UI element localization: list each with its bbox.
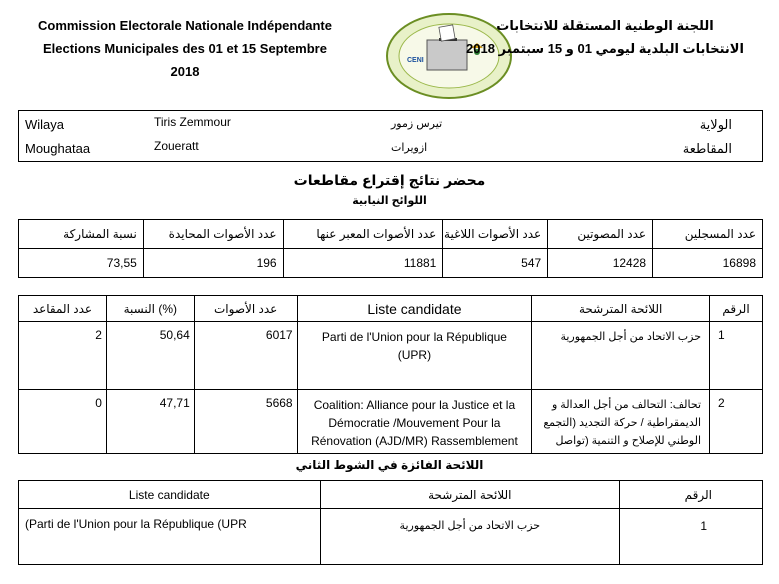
- header-ar-line1: اللجنة الوطنية المستقلة للانتخابات: [496, 18, 714, 33]
- result-list-fr: Parti de l'Union pour la République (UPR): [297, 322, 532, 390]
- moughataa-label-ar: المقاطعة: [682, 141, 732, 156]
- wilaya-label: Wilaya: [25, 117, 65, 132]
- stats-participation: 73,55: [19, 249, 144, 278]
- results-table: [18, 295, 763, 454]
- results-header-row: [19, 296, 763, 322]
- stats-header-participation: نسبة المشاركة: [19, 220, 144, 249]
- second-list-ar: حزب الاتحاد من أجل الجمهورية: [320, 509, 620, 565]
- result-seats: 0: [19, 390, 107, 454]
- results-header-rank: الرقم: [710, 296, 763, 322]
- result-list-ar: حزب الاتحاد من أجل الجمهورية: [532, 322, 710, 390]
- stats-registered: 16898: [653, 249, 763, 278]
- result-list-fr: [297, 390, 532, 454]
- wilaya-label-ar: الولاية: [699, 117, 732, 132]
- stats-voters: 12428: [548, 249, 653, 278]
- table-row: [19, 322, 763, 390]
- wilaya-value: Tiris Zemmour: [154, 115, 231, 129]
- second-round-header-row: [19, 481, 763, 509]
- moughataa-value: Zoueratt: [154, 139, 199, 153]
- result-list-fr-text: Coalition: Alliance pour la Justice et la Démocratie /Mouvement Pour la Rénovation (AJD/MR) Rassemblement: [311, 398, 518, 448]
- header-fr-line1: Commission Electorale Nationale Indépendante: [37, 18, 332, 33]
- stats-header-row: [19, 220, 763, 249]
- result-votes: 5668: [194, 390, 297, 454]
- second-header-list-fr: Liste candidate: [19, 481, 321, 509]
- result-rank: 1: [710, 322, 763, 390]
- result-list-ar-text: تحالف: التحالف من أجل العدالة و الديمقراطية / حركة التجديد (التجمع الوطني للإصلاح و التنمية (تواصل: [543, 399, 702, 447]
- header-arabic: [440, 14, 770, 60]
- result-votes: 6017: [194, 322, 297, 390]
- stats-neutral: 196: [143, 249, 283, 278]
- wilaya-value-ar: تيرس زمور: [391, 118, 443, 130]
- report-title: محضر نتائج إقتراع مقاطعات: [293, 172, 486, 188]
- result-rank: 2: [710, 390, 763, 454]
- results-header-pct: النسبة (%): [106, 296, 194, 322]
- header-fr-line3: 2018: [170, 64, 200, 79]
- stats-header-expressed: عدد الأصوات المعبر عنها: [283, 220, 443, 249]
- second-header-list-ar: اللائحة المترشحة: [320, 481, 620, 509]
- results-header-votes: عدد الأصوات: [194, 296, 297, 322]
- second-rank: 1: [620, 509, 763, 565]
- result-pct: 47,71: [106, 390, 194, 454]
- stats-expressed: 11881: [283, 249, 443, 278]
- results-header-seats: عدد المقاعد: [19, 296, 107, 322]
- stats-table: [18, 219, 763, 278]
- stats-header-voters: عدد المصوتين: [548, 220, 653, 249]
- report-subtitle: اللوائح النيابية: [352, 195, 427, 207]
- header-french: [0, 14, 370, 83]
- moughataa-label: Moughataa: [25, 141, 91, 156]
- table-row: [19, 390, 763, 454]
- logo-ceni-text: CENI: [407, 57, 424, 64]
- results-header-list-fr: Liste candidate: [297, 296, 532, 322]
- table-row: [19, 509, 763, 565]
- moughataa-value-ar: ازويرات: [391, 142, 428, 154]
- location-box: [18, 110, 763, 162]
- results-header-list-ar: اللائحة المترشحة: [532, 296, 710, 322]
- second-round-title: اللائحة الفائزة في الشوط الثاني: [295, 458, 484, 472]
- second-list-fr: (Parti de l'Union pour la République (UPR: [19, 509, 321, 565]
- stats-header-registered: عدد المسجلين: [653, 220, 763, 249]
- result-pct: 50,64: [106, 322, 194, 390]
- stats-invalid: 547: [443, 249, 548, 278]
- second-round-table: [18, 480, 763, 565]
- result-seats: 2: [19, 322, 107, 390]
- stats-value-row: [19, 249, 763, 278]
- result-list-ar: [532, 390, 710, 454]
- header-fr-line2: Elections Municipales des 01 et 15 Septembre: [43, 41, 327, 56]
- header-ar-line2: الانتخابات البلدية ليومي 01 و 15 سبتمبر 2018: [466, 41, 744, 56]
- second-header-rank: الرقم: [620, 481, 763, 509]
- stats-header-neutral: عدد الأصوات المحايدة: [143, 220, 283, 249]
- stats-header-invalid: عدد الأصوات اللاغية: [443, 220, 548, 249]
